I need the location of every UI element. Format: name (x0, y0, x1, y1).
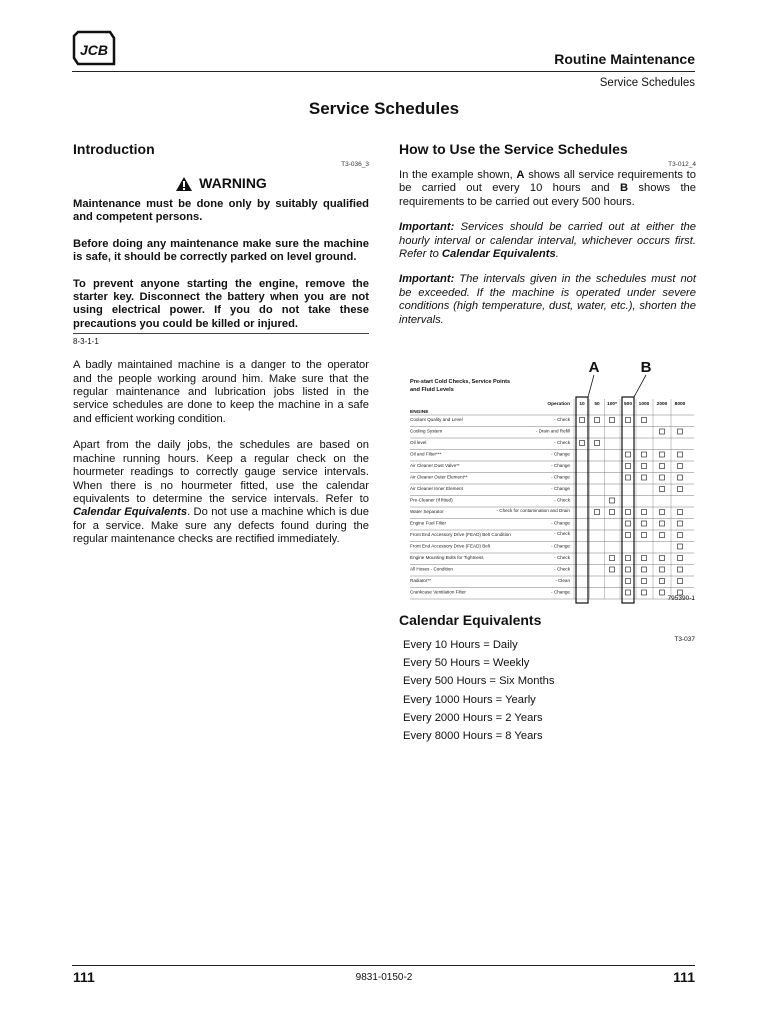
check-box (626, 464, 631, 469)
figure-title-line-1: Pre-start Cold Checks, Service Points (410, 379, 511, 385)
interval-column-header: 500 (623, 402, 633, 407)
marker-a-highlight (576, 397, 588, 603)
schedule-operation: - Change (551, 486, 570, 491)
check-box (626, 579, 631, 584)
introduction-ref: T3-036_3 (341, 161, 369, 168)
schedule-operation: - Check (554, 497, 570, 503)
schedule-operation: - Check (554, 531, 570, 536)
check-box (660, 533, 665, 538)
calendar-equivalents-link[interactable]: Calendar Equivalents (73, 506, 188, 519)
check-box (642, 452, 647, 457)
marker-b-pointer (634, 375, 646, 397)
schedule-operation: - Change (551, 463, 570, 468)
check-box (660, 556, 665, 561)
schedule-operation: - Check (554, 566, 570, 572)
check-box (626, 521, 631, 526)
calendar-item: Every 10 Hours = Daily (403, 639, 518, 651)
warning-text-2: Before doing any maintenance make sure the machine is safe, it should be correctly parked on level ground. (73, 237, 369, 264)
check-box (660, 464, 665, 469)
schedule-operation: - Change (551, 589, 570, 595)
check-box (678, 475, 683, 480)
check-box (678, 487, 683, 492)
schedule-item: Air Cleaner Dust Valve** (410, 463, 460, 468)
check-box (660, 487, 665, 492)
schedule-item: Water Separator (410, 509, 444, 514)
document-number: 9831-0150-2 (355, 972, 413, 983)
check-box (626, 452, 631, 457)
check-box (678, 452, 683, 457)
check-box (642, 475, 647, 480)
schedule-item: Cooling System (410, 428, 443, 434)
intro-paragraph-2: Apart from the daily jobs, the schedules are based on machine running hours. Keep a regular check on the hourmeter readings to correctly gauge service intervals. When there is no hourmeter fitted, use the calendar equivalents to determine the service intervals. Refer to Calendar Equivalents. Do not use a machine which is due for a service. Make sure any defects found during the regular maintenance checks are rectified immediately. (73, 439, 369, 546)
check-box (678, 510, 683, 515)
check-box (660, 452, 665, 457)
schedule-operation: - Check (554, 440, 570, 445)
schedule-operation: - Change (551, 543, 570, 549)
check-box (580, 418, 585, 423)
check-box (642, 418, 647, 423)
page-number-left: 111 (73, 969, 95, 985)
header-divider (72, 71, 695, 72)
check-box (626, 418, 631, 423)
how-to-paragraph: In the example shown, A shows all service requirements to be carried out every 10 hours and B shows the requirements to be carried out every 500 hours. (399, 169, 697, 208)
interval-column-header: 50 (594, 402, 600, 407)
check-box (610, 418, 615, 423)
subsection-title: Service Schedules (599, 77, 695, 89)
schedule-item: Oil and Filter*** (410, 451, 442, 457)
check-box (626, 556, 631, 561)
schedule-item: All Hoses - Condition (410, 566, 453, 572)
check-box (595, 418, 600, 423)
schedule-operation: - Change (551, 474, 570, 480)
figure-ref: 795390-1 (667, 595, 695, 602)
schedule-operation: - Change (551, 451, 570, 457)
check-box (660, 475, 665, 480)
check-box (642, 464, 647, 469)
footer-divider (72, 965, 695, 966)
check-box (678, 556, 683, 561)
check-box (678, 464, 683, 469)
warning-text-1: Maintenance must be done only by suitably qualified and competent persons. (73, 198, 369, 224)
check-box (610, 567, 615, 572)
check-box (660, 521, 665, 526)
interval-column-header: 8000 (674, 402, 686, 407)
check-box (610, 498, 615, 503)
figure-title-line-2: and Fluid Levels (410, 387, 454, 393)
check-box (642, 590, 647, 595)
schedule-item: Air Cleaner Inner Element (410, 486, 463, 491)
calendar-heading: Calendar Equivalents (399, 612, 542, 628)
schedule-operation: - Check for contamination and Drain (496, 508, 570, 513)
calendar-equivalents-link-2[interactable]: Calendar Equivalents (441, 248, 556, 261)
how-to-column (399, 141, 696, 327)
important-note-2: Important: The intervals given in the schedules must not be exceeded. If the machine is operated under severe conditions (high temperature, dust, water, etc.), shorten the intervals. (399, 273, 696, 326)
introduction-column (73, 141, 369, 547)
check-box (642, 556, 647, 561)
schedule-item: Front End Accessory Drive (FEAD) Belt (410, 543, 491, 549)
marker-a: A (588, 359, 600, 376)
warning-banner (73, 176, 369, 192)
section-title: Routine Maintenance (554, 51, 695, 67)
check-box (678, 521, 683, 526)
check-box (626, 533, 631, 538)
check-box (678, 429, 683, 434)
how-to-heading: How to Use the Service Schedules (399, 141, 628, 157)
check-box (642, 521, 647, 526)
check-box (626, 510, 631, 515)
warning-label: WARNING (199, 175, 267, 192)
schedule-item: Crankcase Ventilation Filter (410, 589, 466, 595)
schedule-item: Air Cleaner Outer Element** (410, 474, 468, 480)
check-box (660, 590, 665, 595)
engine-section-label: ENGINE (410, 410, 429, 415)
check-box (660, 510, 665, 515)
jcb-logo (72, 30, 116, 66)
check-box (678, 567, 683, 572)
check-box (626, 475, 631, 480)
check-box (678, 533, 683, 538)
calendar-ref: T3-037 (674, 636, 695, 643)
marker-b: B (640, 359, 652, 376)
check-box (660, 579, 665, 584)
check-box (642, 533, 647, 538)
schedule-item: Pre-Cleaner (if fitted) (410, 497, 453, 503)
check-box (678, 579, 683, 584)
jcb-logo-text: JCB (79, 42, 109, 58)
warning-icon (175, 176, 193, 192)
introduction-heading: Introduction (73, 141, 155, 157)
check-box (642, 510, 647, 515)
check-box (610, 510, 615, 515)
check-box (626, 590, 631, 595)
schedule-item: Radiator** (410, 578, 431, 583)
schedule-item: Oil level (410, 440, 427, 445)
check-box (660, 567, 665, 572)
page-number-right: 111 (673, 969, 695, 985)
schedule-item: Coolant Quality and Level (410, 417, 463, 422)
important-note-1: Important: Services should be carried out at either the hourly interval or calendar interval, whichever occurs first. Refer to Calendar Equivalents. (399, 221, 696, 261)
calendar-item: Every 500 Hours = Six Months (403, 675, 555, 688)
page-title: Service Schedules (308, 99, 460, 118)
check-box (580, 441, 585, 446)
interval-column-header: 2000 (656, 402, 668, 407)
calendar-item: Every 8000 Hours = 8 Years (403, 730, 543, 743)
marker-a-pointer (588, 375, 594, 397)
schedule-operation: - Change (551, 520, 570, 526)
check-box (660, 429, 665, 434)
intro-paragraph-1: A badly maintained machine is a danger to the operator and the people working around him. Make sure that the regular maintenance and lubrication jobs listed in the service schedules are done to keep the machine in a safe and efficient working condition. (73, 359, 369, 425)
interval-column-header: 1000 (638, 402, 650, 407)
check-box (626, 567, 631, 572)
check-box (595, 441, 600, 446)
schedule-operation: - Check (554, 417, 570, 422)
schedule-operation: - Clean (555, 578, 570, 583)
service-schedule-figure (404, 357, 696, 605)
check-box (642, 567, 647, 572)
check-box (595, 510, 600, 515)
calendar-list (403, 636, 554, 745)
check-box (678, 544, 683, 549)
interval-column-header: 100* (607, 402, 617, 407)
interval-column-header: 10 (579, 402, 585, 407)
calendar-item: Every 1000 Hours = Yearly (403, 693, 536, 706)
warning-code: 8-3-1-1 (73, 337, 99, 347)
how-to-ref: T3-012_4 (668, 161, 696, 168)
warning-text-3: To prevent anyone starting the engine, remove the starter key. Disconnect the battery when you are not using electrical power. If you do not take these precautions you could be killed or injured. (73, 277, 369, 330)
check-box (642, 579, 647, 584)
warning-divider (73, 333, 369, 334)
check-box (610, 556, 615, 561)
schedule-item: Engine Mounting Bolts for Tightness (410, 555, 484, 560)
schedule-item: Front End Accessory Drive (FEAD) Belt Condition (410, 532, 511, 537)
calendar-item: Every 2000 Hours = 2 Years (403, 711, 543, 724)
schedule-operation: - Drain and Refill (535, 428, 570, 434)
schedule-operation: - Check (554, 555, 570, 560)
schedule-item: Engine Fuel Filter (410, 520, 447, 526)
operation-header: Operation (547, 402, 570, 407)
calendar-item: Every 50 Hours = Weekly (403, 657, 530, 670)
